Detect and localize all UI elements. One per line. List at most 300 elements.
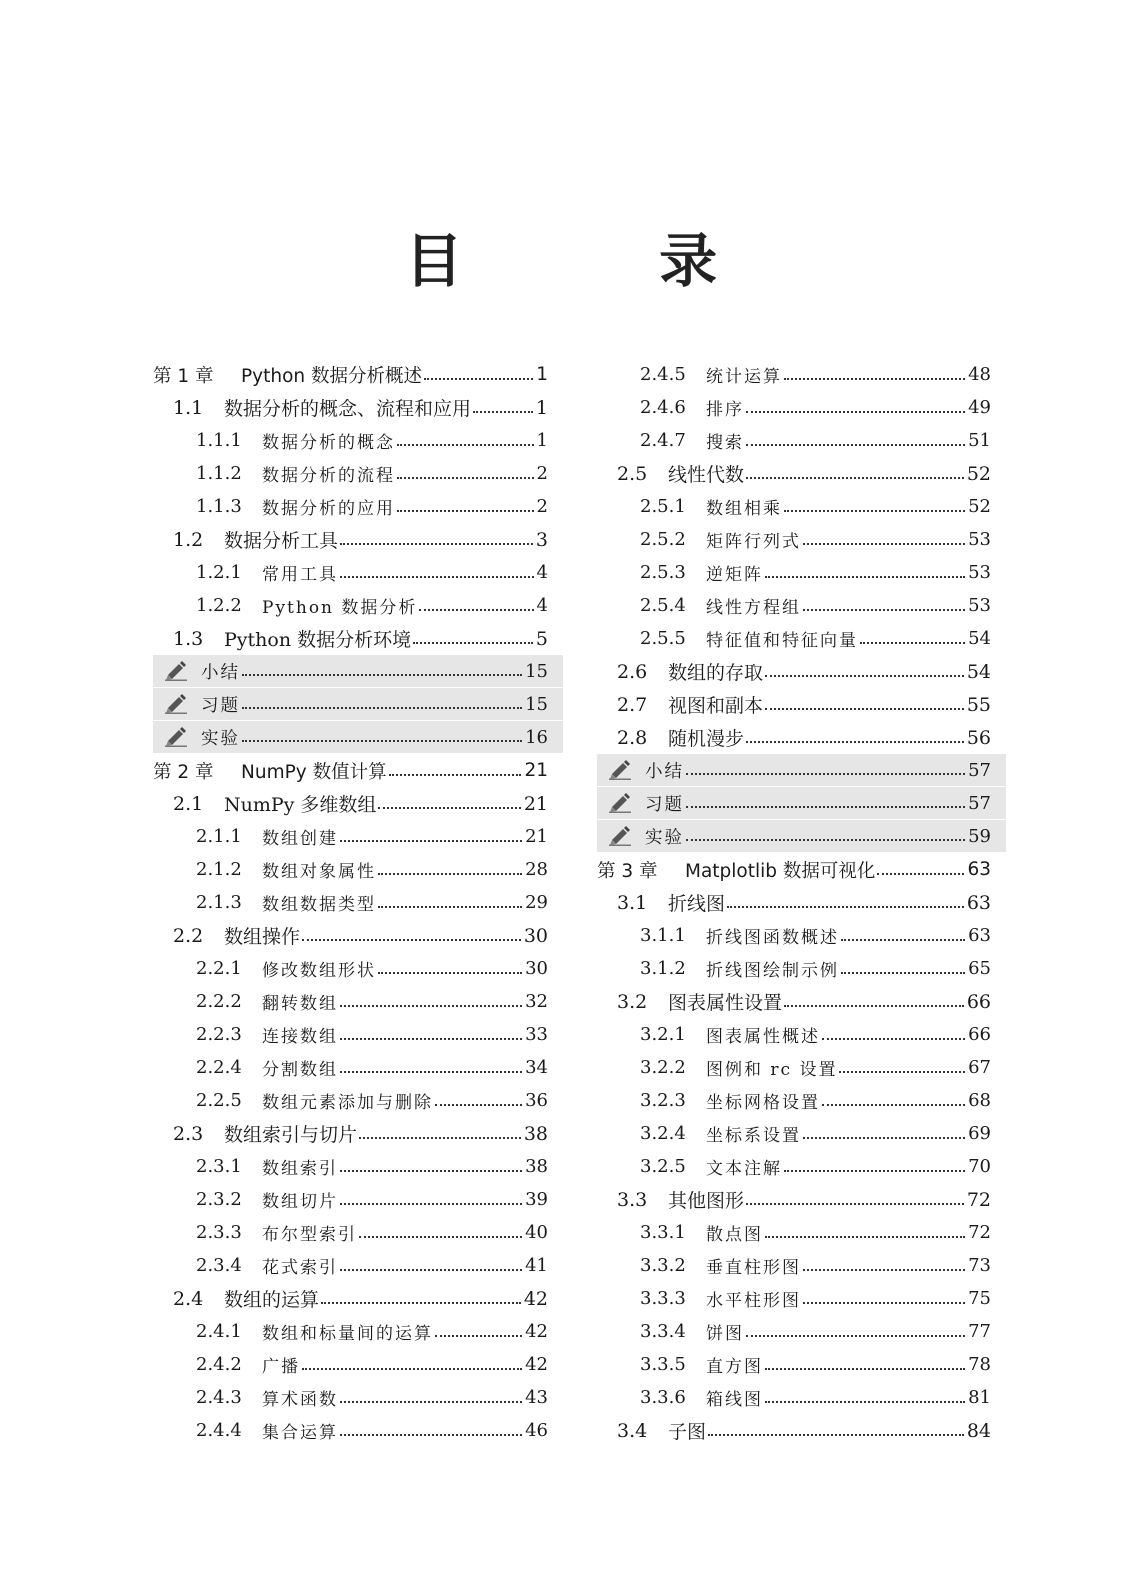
toc-entry-page: 30 (523, 924, 548, 947)
toc-entry-page: 54 (966, 660, 991, 683)
toc-subsection-entry (153, 985, 563, 1018)
toc-subsection-entry (153, 1216, 563, 1249)
toc-subsection-entry (597, 1051, 1006, 1084)
dot-leader (435, 1104, 522, 1106)
toc-section-entry (153, 523, 563, 556)
toc-entry-label: 排序 (706, 400, 744, 420)
pencil-icon (163, 661, 201, 681)
toc-entry-number: 2.1.2 (196, 859, 242, 880)
toc-entry-page: 15 (525, 660, 548, 682)
toc-chapter-entry (153, 754, 563, 787)
dot-leader (803, 609, 965, 611)
toc-entry-page: 28 (525, 859, 548, 880)
toc-entry-label: 数据分析的流程 (262, 466, 395, 486)
toc-entry-label: Matplotlib 数据可视化 (685, 860, 876, 882)
toc-entry-label: 图表属性概述 (706, 1027, 820, 1047)
toc-subsection-entry (153, 457, 563, 490)
toc-entry-label: 搜索 (706, 433, 744, 453)
toc-subsection-entry (153, 1150, 563, 1183)
toc-entry-page: 52 (966, 462, 991, 485)
dot-leader (746, 1203, 964, 1205)
dot-leader (686, 806, 965, 808)
dot-leader (413, 642, 533, 644)
toc-entry-label: 数据分析的应用 (262, 499, 395, 519)
toc-entry-page: 57 (968, 759, 991, 781)
toc-special-entry (153, 655, 563, 687)
toc-subsection-entry (597, 1150, 1006, 1183)
toc-subsection-entry (597, 1018, 1006, 1051)
toc-entry-label: 数据分析工具 (224, 530, 339, 552)
toc-entry-number: 2.1.1 (196, 826, 242, 847)
toc-entry-label: 数组操作 (224, 926, 301, 948)
toc-entry-number: 1.2.2 (196, 595, 242, 616)
toc-entry-label: 图表属性设置 (668, 992, 783, 1014)
toc-entry-page: 75 (968, 1288, 991, 1309)
toc-entry-label: 视图和副本 (668, 695, 764, 717)
toc-entry-number: 2.4.2 (196, 1354, 242, 1375)
toc-entry-number: 2.4.4 (196, 1420, 242, 1441)
toc-entry-page: 5 (535, 627, 548, 650)
toc-entry-label: 算术函数 (262, 1390, 338, 1410)
toc-entry-number: 3.3.1 (640, 1222, 686, 1243)
dot-leader (378, 807, 520, 809)
dot-leader (435, 1335, 522, 1337)
dot-leader (378, 873, 522, 875)
toc-entry-label: 图例和 rc 设置 (706, 1060, 838, 1080)
toc-subsection-entry (597, 1348, 1006, 1381)
dot-leader (708, 1434, 964, 1436)
toc-entry-page: 63 (968, 925, 991, 946)
toc-entry-label: 实验 (645, 827, 684, 848)
dot-leader (340, 1401, 522, 1403)
toc-entry-number: 2.1 (173, 792, 204, 815)
dot-leader (340, 1269, 522, 1271)
toc-entry-page: 59 (968, 825, 991, 847)
toc-entry-page: 32 (525, 991, 548, 1012)
toc-special-entry (597, 754, 1006, 786)
toc-entry-number: 2.5.3 (640, 562, 686, 583)
toc-entry-number: 2.2.4 (196, 1057, 242, 1078)
toc-entry-number: 2.7 (617, 693, 648, 716)
dot-leader (784, 1005, 964, 1007)
toc-entry-page: 53 (968, 562, 991, 583)
toc-entry-number: 3.1 (617, 891, 648, 914)
toc-entry-number: 1.1.3 (196, 496, 242, 517)
dot-leader (746, 477, 964, 479)
toc-entry-number: 1.2 (173, 528, 204, 551)
dot-leader (359, 1137, 521, 1139)
toc-entry-label: 布尔型索引 (262, 1225, 357, 1245)
toc-special-entry (153, 721, 563, 753)
toc-entry-page: 46 (525, 1420, 548, 1441)
dot-leader (302, 939, 521, 941)
dot-leader (340, 840, 522, 842)
toc-entry-number: 2.4.7 (640, 430, 686, 451)
toc-entry-page: 67 (968, 1057, 991, 1078)
toc-entry-number: 3.3.4 (640, 1321, 686, 1342)
toc-entry-number: 2.4.1 (196, 1321, 242, 1342)
toc-section-entry (153, 622, 563, 655)
toc-entry-page: 63 (967, 859, 991, 880)
toc-entry-number: 2.2.2 (196, 991, 242, 1012)
dot-leader (860, 642, 965, 644)
toc-entry-number: 3.2.4 (640, 1123, 686, 1144)
toc-entry-page: 4 (536, 562, 548, 583)
dot-leader (765, 576, 965, 578)
toc-subsection-entry (597, 1249, 1006, 1282)
toc-entry-number: 2.5 (617, 462, 648, 485)
dot-leader (746, 741, 964, 743)
toc-special-entry (597, 820, 1006, 852)
toc-entry-page: 34 (525, 1057, 548, 1078)
toc-entry-page: 16 (525, 726, 548, 748)
dot-leader (340, 1203, 522, 1205)
toc-entry-label: 其他图形 (668, 1190, 745, 1212)
toc-entry-page: 84 (966, 1419, 991, 1442)
toc-entry-label: 数组数据类型 (262, 895, 376, 915)
toc-entry-number: 2.2 (173, 924, 204, 947)
toc-entry-page: 78 (968, 1354, 991, 1375)
pencil-icon (607, 760, 645, 780)
toc-entry-page: 21 (524, 760, 548, 781)
dot-leader (242, 707, 522, 709)
toc-entry-page: 54 (968, 628, 991, 649)
toc-entry-number: 2.3.3 (196, 1222, 242, 1243)
toc-entry-page: 42 (525, 1321, 548, 1342)
dot-leader (340, 1005, 522, 1007)
dot-leader (841, 972, 965, 974)
toc-subsection-entry (153, 1381, 563, 1414)
toc-entry-label: 线性代数 (668, 464, 745, 486)
toc-entry-label: 数据分析的概念 (262, 433, 395, 453)
toc-entry-label: 特征值和特征向量 (706, 631, 858, 651)
dot-leader (242, 740, 522, 742)
toc-subsection-entry (597, 424, 1006, 457)
dot-leader (746, 411, 965, 413)
dot-leader (784, 1170, 965, 1172)
dot-leader (397, 477, 534, 479)
toc-entry-label: 折线图函数概述 (706, 928, 839, 948)
toc-entry-label: 随机漫步 (668, 728, 745, 750)
toc-subsection-entry (153, 1315, 563, 1348)
dot-leader (359, 1236, 522, 1238)
toc-entry-label: 常用工具 (262, 565, 338, 585)
toc-chapter-entry (153, 358, 563, 391)
toc-entry-page: 55 (966, 693, 991, 716)
toc-subsection-entry (597, 1315, 1006, 1348)
toc-entry-label: 数组对象属性 (262, 862, 376, 882)
toc-entry-label: 矩阵行列式 (706, 532, 801, 552)
toc-entry-label: 数组的运算 (224, 1289, 320, 1311)
toc-entry-page: 29 (525, 892, 548, 913)
dot-leader (803, 1137, 965, 1139)
dot-leader (822, 1038, 965, 1040)
dot-leader (727, 906, 964, 908)
toc-entry-number: 2.2.1 (196, 958, 242, 979)
toc-entry-page: 4 (536, 595, 548, 616)
dot-leader (242, 674, 522, 676)
dot-leader (419, 609, 533, 611)
toc-entry-page: 1 (536, 430, 548, 451)
toc-section-entry (597, 1183, 1006, 1216)
toc-subsection-entry (153, 589, 563, 622)
toc-entry-label: 水平柱形图 (706, 1291, 801, 1311)
toc-entry-label: 数组和标量间的运算 (262, 1324, 433, 1344)
toc-entry-number: 2.4.6 (640, 397, 686, 418)
toc-entry-page: 69 (968, 1123, 991, 1144)
toc-entry-number: 2.8 (617, 726, 648, 749)
toc-section-entry (153, 787, 563, 820)
toc-entry-number: 2.5.5 (640, 628, 686, 649)
toc-entry-page: 38 (525, 1156, 548, 1177)
toc-subsection-entry (597, 523, 1006, 556)
dot-leader (340, 1071, 522, 1073)
toc-section-entry (153, 919, 563, 952)
toc-entry-number: 1.2.1 (196, 562, 242, 583)
toc-subsection-entry (153, 490, 563, 523)
toc-entry-label: 习题 (201, 695, 240, 716)
toc-entry-label: 直方图 (706, 1357, 763, 1377)
toc-entry-page: 57 (968, 792, 991, 814)
toc-entry-page: 2 (536, 496, 548, 517)
toc-entry-number: 1.1.1 (196, 430, 242, 451)
toc-special-entry (597, 787, 1006, 819)
toc-entry-page: 38 (523, 1122, 548, 1145)
dot-leader (397, 444, 534, 446)
dot-leader (839, 1071, 965, 1073)
toc-entry-page: 42 (525, 1354, 548, 1375)
toc-entry-page: 3 (535, 528, 548, 551)
toc-entry-label: 翻转数组 (262, 994, 338, 1014)
toc-subsection-entry (597, 919, 1006, 952)
toc-entry-label: 折线图绘制示例 (706, 961, 839, 981)
toc-subsection-entry (153, 424, 563, 457)
dot-leader (784, 378, 965, 380)
toc-subsection-entry (597, 391, 1006, 424)
toc-entry-label: 数组的存取 (668, 662, 764, 684)
toc-entry-label: 坐标网格设置 (706, 1093, 820, 1113)
toc-section-entry (597, 688, 1006, 721)
toc-entry-number: 3.2.2 (640, 1057, 686, 1078)
toc-entry-label: 散点图 (706, 1225, 763, 1245)
toc-entry-label: 数据分析的概念、流程和应用 (224, 398, 472, 420)
toc-subsection-entry (153, 1018, 563, 1051)
toc-entry-number: 2.4 (173, 1287, 204, 1310)
toc-entry-number: 3.4 (617, 1419, 648, 1442)
toc-entry-number: 2.4.3 (196, 1387, 242, 1408)
toc-entry-page: 49 (968, 397, 991, 418)
toc-subsection-entry (153, 952, 563, 985)
toc-entry-label: 文本注解 (706, 1159, 782, 1179)
toc-entry-number: 第 3 章 (597, 860, 658, 882)
toc-subsection-entry (597, 1117, 1006, 1150)
toc-column-left (153, 358, 563, 1447)
toc-section-entry (153, 391, 563, 424)
toc-entry-label: 统计运算 (706, 367, 782, 387)
dot-leader (389, 774, 522, 776)
toc-entry-number: 3.2.1 (640, 1024, 686, 1045)
toc-entry-page: 40 (525, 1222, 548, 1243)
toc-section-entry (597, 655, 1006, 688)
toc-entry-number: 3.3.6 (640, 1387, 686, 1408)
toc-entry-page: 77 (968, 1321, 991, 1342)
toc-entry-page: 51 (968, 430, 991, 451)
toc-subsection-entry (153, 1348, 563, 1381)
toc-entry-label: 小结 (201, 662, 240, 683)
toc-entry-label: 饼图 (706, 1324, 744, 1344)
dot-leader (397, 510, 534, 512)
toc-entry-number: 2.3.2 (196, 1189, 242, 1210)
dot-leader (746, 444, 965, 446)
toc-entry-page: 66 (968, 1024, 991, 1045)
pencil-icon (607, 793, 645, 813)
toc-entry-page: 70 (968, 1156, 991, 1177)
toc-subsection-entry (153, 853, 563, 886)
toc-entry-label: 小结 (645, 761, 684, 782)
toc-subsection-entry (153, 1249, 563, 1282)
toc-entry-number: 3.2.3 (640, 1090, 686, 1111)
toc-subsection-entry (597, 589, 1006, 622)
toc-subsection-entry (153, 1084, 563, 1117)
toc-subsection-entry (597, 1084, 1006, 1117)
dot-leader (765, 675, 964, 677)
toc-entry-number: 3.3.2 (640, 1255, 686, 1276)
toc-subsection-entry (597, 622, 1006, 655)
dot-leader (340, 543, 533, 545)
toc-entry-page: 65 (968, 958, 991, 979)
toc-entry-page: 39 (525, 1189, 548, 1210)
toc-entry-page: 81 (968, 1387, 991, 1408)
pencil-icon (163, 694, 201, 714)
dot-leader (822, 1104, 965, 1106)
dot-leader (841, 939, 965, 941)
toc-entry-number: 2.3.4 (196, 1255, 242, 1276)
page-title: 目 录 (404, 227, 806, 295)
dot-leader (686, 773, 965, 775)
toc-entry-page: 53 (968, 529, 991, 550)
toc-entry-label: 折线图 (668, 893, 726, 915)
toc-subsection-entry (597, 1216, 1006, 1249)
dot-leader (784, 510, 965, 512)
toc-chapter-entry (597, 853, 1006, 886)
dot-leader (765, 1368, 965, 1370)
toc-entry-page: 53 (968, 595, 991, 616)
toc-entry-number: 第 1 章 (153, 365, 214, 387)
toc-entry-label: NumPy 多维数组 (224, 794, 377, 816)
toc-entry-label: 修改数组形状 (262, 961, 376, 981)
toc-section-entry (597, 721, 1006, 754)
toc-entry-number: 3.3 (617, 1188, 648, 1211)
toc-subsection-entry (153, 556, 563, 589)
toc-entry-label: 数组相乘 (706, 499, 782, 519)
pencil-icon (607, 826, 645, 846)
dot-leader (378, 972, 522, 974)
toc-subsection-entry (153, 1414, 563, 1447)
toc-subsection-entry (597, 490, 1006, 523)
toc-entry-number: 2.2.5 (196, 1090, 242, 1111)
toc-entry-page: 1 (536, 364, 548, 385)
dot-leader (746, 1335, 965, 1337)
toc-entry-page: 36 (525, 1090, 548, 1111)
toc-entry-page: 1 (535, 396, 548, 419)
toc-subsection-entry (153, 1051, 563, 1084)
dot-leader (765, 708, 964, 710)
toc-entry-number: 2.5.4 (640, 595, 686, 616)
toc-entry-label: 数组切片 (262, 1192, 338, 1212)
toc-entry-label: 数组索引与切片 (224, 1124, 358, 1146)
toc-entry-number: 2.3 (173, 1122, 204, 1145)
toc-entry-label: 分割数组 (262, 1060, 338, 1080)
toc-entry-page: 48 (968, 364, 991, 385)
toc-entry-number: 2.5.1 (640, 496, 686, 517)
toc-subsection-entry (153, 820, 563, 853)
toc-entry-number: 1.1 (173, 396, 204, 419)
toc-subsection-entry (597, 1282, 1006, 1315)
toc-entry-page: 21 (523, 792, 548, 815)
toc-subsection-entry (597, 556, 1006, 589)
toc-subsection-entry (153, 886, 563, 919)
toc-entry-page: 66 (966, 990, 991, 1013)
dot-leader (340, 576, 534, 578)
toc-entry-number: 3.1.2 (640, 958, 686, 979)
toc-entry-page: 2 (536, 463, 548, 484)
toc-entry-page: 52 (968, 496, 991, 517)
toc-entry-number: 2.3.1 (196, 1156, 242, 1177)
dot-leader (473, 411, 533, 413)
toc-entry-page: 63 (966, 891, 991, 914)
pencil-icon (163, 727, 201, 747)
toc-entry-page: 30 (525, 958, 548, 979)
toc-entry-page: 43 (525, 1387, 548, 1408)
dot-leader (803, 1302, 965, 1304)
toc-entry-label: 垂直柱形图 (706, 1258, 801, 1278)
toc-entry-page: 33 (525, 1024, 548, 1045)
toc-entry-number: 2.2.3 (196, 1024, 242, 1045)
toc-subsection-entry (597, 952, 1006, 985)
toc-section-entry (153, 1117, 563, 1150)
toc-entry-number: 3.1.1 (640, 925, 686, 946)
dot-leader (340, 1170, 522, 1172)
dot-leader (302, 1368, 522, 1370)
toc-entry-page: 68 (968, 1090, 991, 1111)
toc-entry-number: 3.2.5 (640, 1156, 686, 1177)
toc-entry-page: 42 (523, 1287, 548, 1310)
dot-leader (803, 1269, 965, 1271)
toc-entry-number: 2.4.5 (640, 364, 686, 385)
dot-leader (765, 1236, 965, 1238)
toc-entry-page: 56 (966, 726, 991, 749)
toc-entry-page: 72 (966, 1188, 991, 1211)
dot-leader (424, 378, 533, 380)
toc-section-entry (597, 886, 1006, 919)
toc-entry-label: 逆矩阵 (706, 565, 763, 585)
toc-entry-label: Python 数据分析概述 (241, 365, 423, 387)
toc-entry-page: 21 (525, 826, 548, 847)
toc-column-right (597, 358, 1006, 1447)
dot-leader (877, 873, 964, 875)
toc-special-entry (153, 688, 563, 720)
toc-section-entry (597, 985, 1006, 1018)
dot-leader (803, 543, 965, 545)
toc-subsection-entry (153, 1183, 563, 1216)
toc-entry-label: 广播 (262, 1357, 300, 1377)
dot-leader (340, 1434, 522, 1436)
toc-entry-label: 实验 (201, 728, 240, 749)
toc-entry-label: 数组元素添加与删除 (262, 1093, 433, 1113)
toc-entry-number: 1.3 (173, 627, 204, 650)
toc-entry-label: 数组索引 (262, 1159, 338, 1179)
toc-entry-number: 2.1.3 (196, 892, 242, 913)
